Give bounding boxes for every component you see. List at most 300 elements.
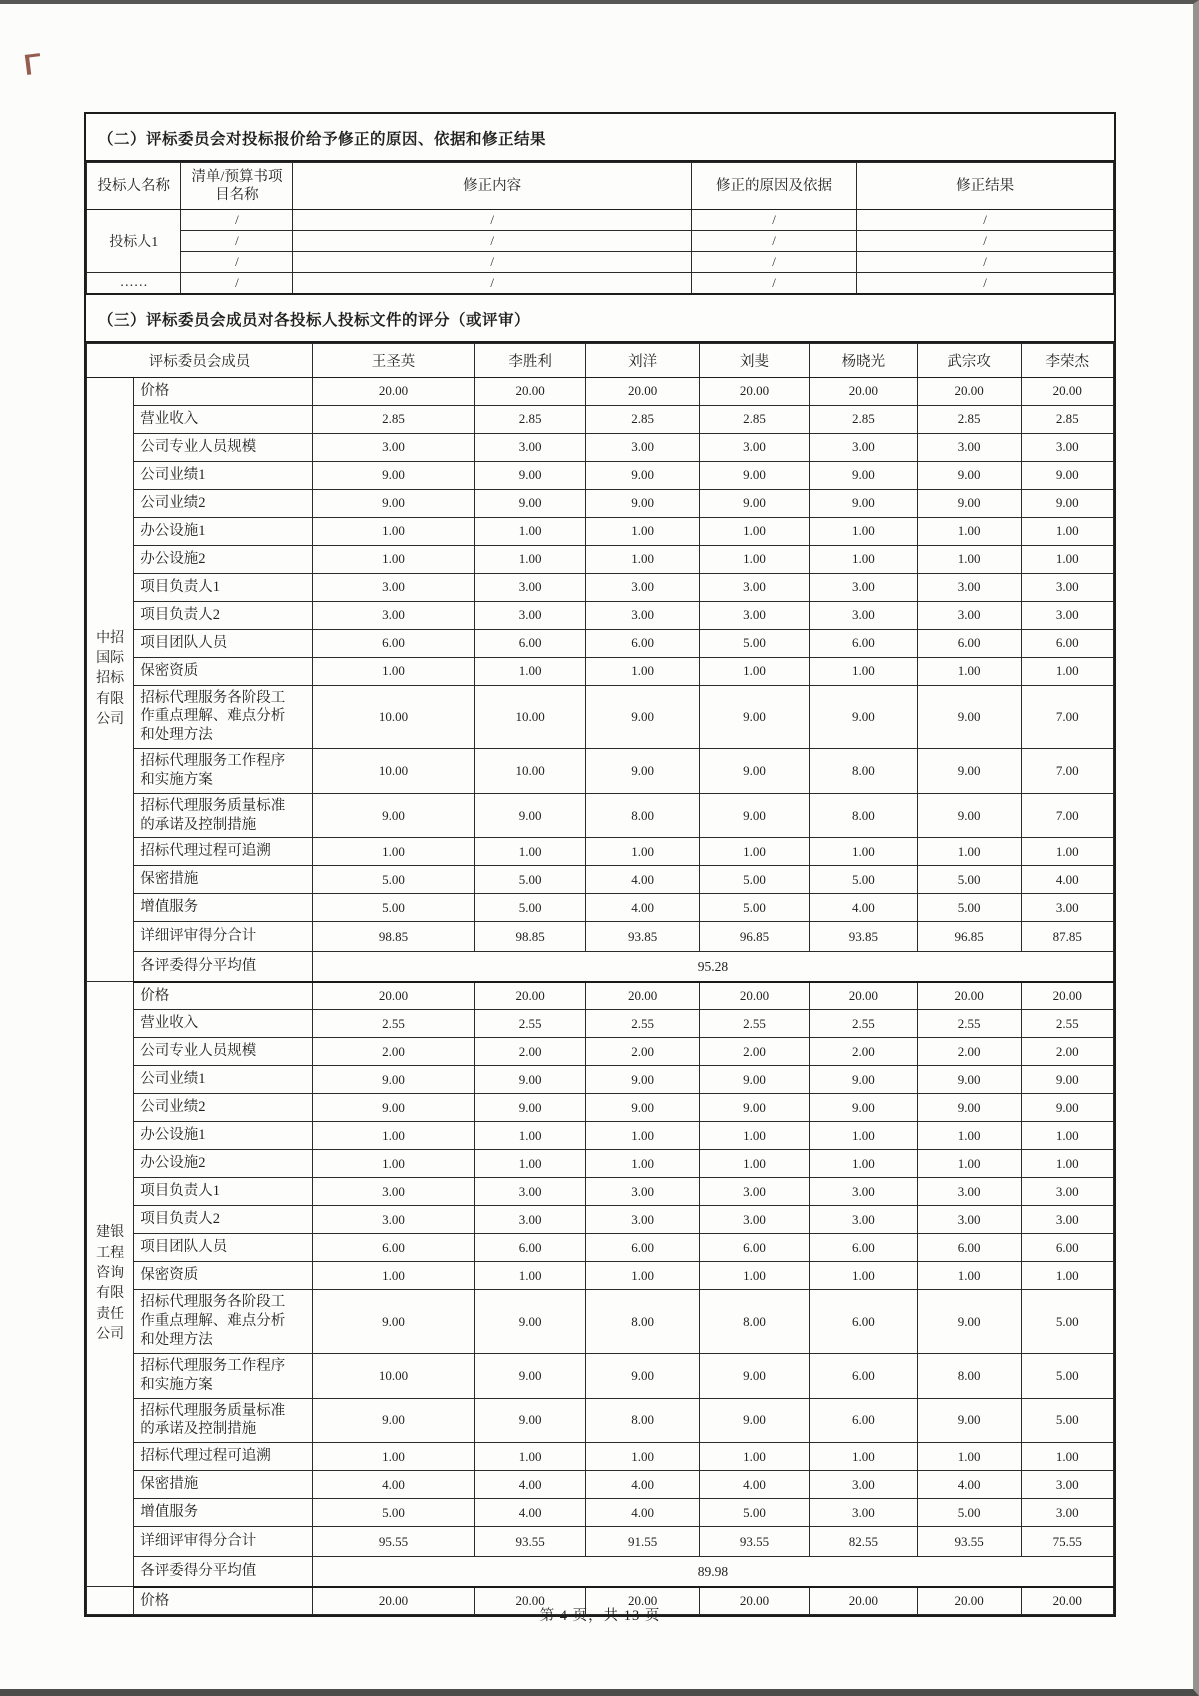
score-value: 1.00 <box>1021 1150 1114 1178</box>
score-value: 1.00 <box>312 1262 474 1290</box>
score-row <box>87 377 1114 405</box>
correction-row <box>87 210 1114 231</box>
score-row <box>87 1353 1114 1398</box>
score-value: 20.00 <box>917 982 1021 1010</box>
score-value: 4.00 <box>475 1499 586 1527</box>
correction-value: / <box>293 252 691 273</box>
score-value: 9.00 <box>312 793 474 838</box>
score-value: 1.00 <box>1021 545 1114 573</box>
criteria-label: 公司业绩2 <box>134 489 313 517</box>
score-value: 3.00 <box>700 1178 810 1206</box>
score-value: 2.85 <box>312 405 474 433</box>
criteria-label: 招标代理服务工作程序和实施方案 <box>134 749 313 794</box>
score-value: 9.00 <box>586 1094 700 1122</box>
score-value: 3.00 <box>312 1206 474 1234</box>
criteria-label: 招标代理过程可追溯 <box>134 838 313 866</box>
total-label: 详细评审得分合计 <box>134 1527 313 1557</box>
score-value: 1.00 <box>917 838 1021 866</box>
correction-value: / <box>293 231 691 252</box>
score-value: 2.55 <box>917 1010 1021 1038</box>
score-value: 3.00 <box>586 573 700 601</box>
score-value: 2.00 <box>700 1038 810 1066</box>
score-value: 1.00 <box>312 1150 474 1178</box>
score-value: 1.00 <box>586 545 700 573</box>
score-value: 9.00 <box>917 1094 1021 1122</box>
score-value: 1.00 <box>1021 1122 1114 1150</box>
total-value: 96.85 <box>917 922 1021 952</box>
score-value: 4.00 <box>700 1471 810 1499</box>
score-value: 7.00 <box>1021 685 1114 749</box>
score-value: 5.00 <box>917 866 1021 894</box>
score-value: 9.00 <box>917 489 1021 517</box>
score-value: 6.00 <box>475 629 586 657</box>
score-value: 4.00 <box>809 894 917 922</box>
score-value: 9.00 <box>700 1066 810 1094</box>
score-value: 3.00 <box>586 1206 700 1234</box>
score-value: 20.00 <box>700 1587 810 1615</box>
score-value: 1.00 <box>917 1443 1021 1471</box>
criteria-label: 增值服务 <box>134 894 313 922</box>
score-value: 8.00 <box>809 749 917 794</box>
score-value: 10.00 <box>312 749 474 794</box>
total-value: 96.85 <box>700 922 810 952</box>
score-value: 20.00 <box>475 982 586 1010</box>
score-value: 3.00 <box>917 601 1021 629</box>
score-row <box>87 489 1114 517</box>
score-value: 6.00 <box>809 1290 917 1354</box>
score-value: 6.00 <box>809 629 917 657</box>
score-row <box>87 1499 1114 1527</box>
score-value: 20.00 <box>312 982 474 1010</box>
score-value: 8.00 <box>809 793 917 838</box>
price-correction-table <box>86 162 1114 295</box>
score-value: 2.85 <box>1021 405 1114 433</box>
score-value: 2.85 <box>700 405 810 433</box>
score-row <box>87 982 1114 1010</box>
correction-value: / <box>181 210 293 231</box>
score-value: 5.00 <box>312 866 474 894</box>
score-value: 9.00 <box>1021 1066 1114 1094</box>
score-value: 9.00 <box>1021 1094 1114 1122</box>
score-value: 9.00 <box>475 1066 586 1094</box>
col-evaluator-5: 杨晓光 <box>809 343 917 377</box>
score-value: 1.00 <box>586 1443 700 1471</box>
score-value: 9.00 <box>475 1353 586 1398</box>
score-value: 1.00 <box>586 657 700 685</box>
score-value: 3.00 <box>1021 573 1114 601</box>
correction-value: / <box>181 273 293 294</box>
score-value: 3.00 <box>475 601 586 629</box>
score-row <box>87 838 1114 866</box>
correction-value: / <box>181 231 293 252</box>
score-value: 3.00 <box>1021 601 1114 629</box>
criteria-label: 招标代理服务工作程序和实施方案 <box>134 1353 313 1398</box>
score-value: 9.00 <box>475 1094 586 1122</box>
score-value: 9.00 <box>586 1066 700 1094</box>
company-name: 中招 国际 招标 有限 公司 <box>87 377 134 982</box>
score-value: 9.00 <box>586 749 700 794</box>
average-label: 各评委得分平均值 <box>134 1557 313 1587</box>
score-value: 3.00 <box>809 1178 917 1206</box>
criteria-label: 增值服务 <box>134 1499 313 1527</box>
score-value: 9.00 <box>475 461 586 489</box>
score-value: 1.00 <box>475 1122 586 1150</box>
score-value: 5.00 <box>475 894 586 922</box>
score-value: 1.00 <box>586 1122 700 1150</box>
score-value: 9.00 <box>475 489 586 517</box>
correction-value: / <box>691 252 856 273</box>
score-value: 2.55 <box>475 1010 586 1038</box>
col-evaluator-1: 王圣英 <box>312 343 474 377</box>
score-row <box>87 1234 1114 1262</box>
score-value: 4.00 <box>917 1471 1021 1499</box>
score-value: 1.00 <box>475 545 586 573</box>
score-value: 9.00 <box>1021 489 1114 517</box>
criteria-label: 价格 <box>134 982 313 1010</box>
correction-value: / <box>691 231 856 252</box>
col-item-name: 清单/预算书项目名称 <box>181 163 293 210</box>
score-value: 3.00 <box>312 433 474 461</box>
section3-title: （三）评标委员会成员对各投标人投标文件的评分（或评审） <box>86 295 1114 343</box>
correction-header-row <box>87 163 1114 210</box>
score-value: 2.00 <box>312 1038 474 1066</box>
score-value: 1.00 <box>312 517 474 545</box>
score-value: 1.00 <box>312 1443 474 1471</box>
correction-value: / <box>857 252 1114 273</box>
score-value: 5.00 <box>700 894 810 922</box>
criteria-label: 招标代理服务各阶段工作重点理解、难点分析和处理方法 <box>134 685 313 749</box>
col-evaluator-4: 刘斐 <box>700 343 810 377</box>
bidder-name: 投标人1 <box>87 210 181 273</box>
score-value: 5.00 <box>809 866 917 894</box>
score-value: 9.00 <box>312 1290 474 1354</box>
criteria-label: 办公设施1 <box>134 517 313 545</box>
col-evaluator-2: 李胜利 <box>475 343 586 377</box>
criteria-label: 招标代理过程可追溯 <box>134 1443 313 1471</box>
score-value: 2.55 <box>312 1010 474 1038</box>
score-row <box>87 1066 1114 1094</box>
score-table <box>86 343 1114 1616</box>
score-value: 4.00 <box>475 1471 586 1499</box>
score-value: 9.00 <box>586 489 700 517</box>
score-value: 3.00 <box>809 573 917 601</box>
criteria-label: 保密资质 <box>134 657 313 685</box>
criteria-label: 项目团队人员 <box>134 629 313 657</box>
score-value: 3.00 <box>809 601 917 629</box>
score-value: 9.00 <box>917 749 1021 794</box>
total-row <box>87 1527 1114 1557</box>
criteria-label: 招标代理服务质量标准的承诺及控制措施 <box>134 793 313 838</box>
score-value: 2.85 <box>475 405 586 433</box>
average-row <box>87 952 1114 982</box>
score-value: 9.00 <box>700 489 810 517</box>
score-value: 1.00 <box>1021 657 1114 685</box>
score-value: 3.00 <box>700 1206 810 1234</box>
score-value: 9.00 <box>809 1094 917 1122</box>
score-value: 1.00 <box>809 657 917 685</box>
score-value: 20.00 <box>475 1587 586 1615</box>
score-value: 6.00 <box>586 1234 700 1262</box>
score-value: 9.00 <box>917 793 1021 838</box>
score-value: 9.00 <box>809 685 917 749</box>
score-row <box>87 601 1114 629</box>
score-value: 9.00 <box>475 793 586 838</box>
score-value: 9.00 <box>700 793 810 838</box>
score-value: 3.00 <box>586 433 700 461</box>
score-row <box>87 894 1114 922</box>
score-value: 6.00 <box>586 629 700 657</box>
correction-value: / <box>691 273 856 294</box>
score-value: 9.00 <box>475 1290 586 1354</box>
score-value: 9.00 <box>312 1094 474 1122</box>
total-value: 93.55 <box>475 1527 586 1557</box>
score-value: 1.00 <box>1021 1443 1114 1471</box>
score-value: 2.00 <box>809 1038 917 1066</box>
score-value: 1.00 <box>809 1262 917 1290</box>
score-value: 3.00 <box>312 573 474 601</box>
correction-value: / <box>857 231 1114 252</box>
total-value: 95.55 <box>312 1527 474 1557</box>
total-value: 98.85 <box>475 922 586 952</box>
scan-corner-mark <box>25 53 42 75</box>
correction-value: / <box>857 210 1114 231</box>
correction-value: / <box>293 273 691 294</box>
score-value: 20.00 <box>1021 377 1114 405</box>
criteria-label: 办公设施2 <box>134 545 313 573</box>
outer-table-frame <box>84 112 1116 1617</box>
score-value: 20.00 <box>809 982 917 1010</box>
total-value: 93.85 <box>809 922 917 952</box>
score-value: 6.00 <box>917 629 1021 657</box>
score-value: 3.00 <box>475 1178 586 1206</box>
score-value: 4.00 <box>312 1471 474 1499</box>
score-value: 1.00 <box>475 1262 586 1290</box>
score-value: 1.00 <box>1021 1262 1114 1290</box>
score-value: 6.00 <box>700 1234 810 1262</box>
score-value: 5.00 <box>700 1499 810 1527</box>
col-committee-members: 评标委员会成员 <box>87 343 313 377</box>
score-row <box>87 749 1114 794</box>
score-value: 3.00 <box>1021 433 1114 461</box>
score-value: 9.00 <box>809 461 917 489</box>
score-value: 2.55 <box>809 1010 917 1038</box>
score-value: 20.00 <box>1021 982 1114 1010</box>
score-value: 7.00 <box>1021 749 1114 794</box>
col-evaluator-6: 武宗攻 <box>917 343 1021 377</box>
correction-value: / <box>293 210 691 231</box>
score-value: 1.00 <box>809 1150 917 1178</box>
score-value: 1.00 <box>700 1150 810 1178</box>
score-row <box>87 1122 1114 1150</box>
score-value: 9.00 <box>312 1066 474 1094</box>
score-value: 4.00 <box>586 1499 700 1527</box>
correction-row <box>87 231 1114 252</box>
score-value: 1.00 <box>700 517 810 545</box>
score-value: 20.00 <box>1021 1587 1114 1615</box>
criteria-label: 公司业绩1 <box>134 461 313 489</box>
score-row <box>87 573 1114 601</box>
score-value: 10.00 <box>475 685 586 749</box>
score-value: 9.00 <box>809 1066 917 1094</box>
criteria-label: 营业收入 <box>134 405 313 433</box>
score-row <box>87 793 1114 838</box>
score-value: 1.00 <box>475 1443 586 1471</box>
score-value: 6.00 <box>809 1234 917 1262</box>
company-name: 建银 工程 咨询 有限 责任 公司 <box>87 982 134 1587</box>
correction-row <box>87 273 1114 294</box>
score-value: 4.00 <box>586 1471 700 1499</box>
score-value: 6.00 <box>809 1398 917 1443</box>
score-value: 1.00 <box>809 838 917 866</box>
score-value: 20.00 <box>586 982 700 1010</box>
score-row <box>87 461 1114 489</box>
criteria-label: 公司专业人员规模 <box>134 1038 313 1066</box>
correction-value: / <box>181 252 293 273</box>
score-value: 20.00 <box>809 377 917 405</box>
score-value: 1.00 <box>700 1443 810 1471</box>
criteria-label: 营业收入 <box>134 1010 313 1038</box>
score-value: 9.00 <box>917 1398 1021 1443</box>
score-value: 3.00 <box>700 573 810 601</box>
score-value: 2.55 <box>1021 1010 1114 1038</box>
score-row <box>87 1178 1114 1206</box>
score-value: 3.00 <box>809 433 917 461</box>
score-value: 9.00 <box>475 1398 586 1443</box>
average-value: 89.98 <box>312 1557 1113 1587</box>
score-value: 9.00 <box>700 1094 810 1122</box>
score-value: 2.85 <box>917 405 1021 433</box>
col-correction-result: 修正结果 <box>857 163 1114 210</box>
criteria-label: 保密措施 <box>134 1471 313 1499</box>
criteria-label: 保密资质 <box>134 1262 313 1290</box>
score-value: 1.00 <box>475 657 586 685</box>
score-value: 1.00 <box>312 838 474 866</box>
score-value: 3.00 <box>809 1471 917 1499</box>
correction-row <box>87 252 1114 273</box>
score-value: 1.00 <box>586 1150 700 1178</box>
criteria-label: 项目负责人2 <box>134 601 313 629</box>
score-value: 2.55 <box>586 1010 700 1038</box>
score-value: 5.00 <box>1021 1398 1114 1443</box>
score-row <box>87 1206 1114 1234</box>
criteria-label: 项目负责人1 <box>134 573 313 601</box>
col-evaluator-7: 李荣杰 <box>1021 343 1114 377</box>
score-value: 20.00 <box>700 377 810 405</box>
score-value: 1.00 <box>917 657 1021 685</box>
page-number: 第 4 页，共 13 页 <box>539 1608 661 1624</box>
score-value: 5.00 <box>312 1499 474 1527</box>
score-value: 6.00 <box>809 1353 917 1398</box>
score-value: 1.00 <box>917 1122 1021 1150</box>
score-row <box>87 1150 1114 1178</box>
score-value: 3.00 <box>1021 1471 1114 1499</box>
correction-value: / <box>857 273 1114 294</box>
score-value: 3.00 <box>586 1178 700 1206</box>
score-value: 9.00 <box>586 685 700 749</box>
score-value: 3.00 <box>1021 1206 1114 1234</box>
score-value: 20.00 <box>586 377 700 405</box>
score-value: 3.00 <box>1021 1178 1114 1206</box>
criteria-label: 公司业绩2 <box>134 1094 313 1122</box>
score-row <box>87 657 1114 685</box>
total-value: 75.55 <box>1021 1527 1114 1557</box>
score-value: 4.00 <box>1021 866 1114 894</box>
score-value: 3.00 <box>917 573 1021 601</box>
score-value: 2.00 <box>917 1038 1021 1066</box>
score-value: 9.00 <box>917 1290 1021 1354</box>
score-value: 2.00 <box>475 1038 586 1066</box>
score-value: 6.00 <box>475 1234 586 1262</box>
score-value: 3.00 <box>475 433 586 461</box>
score-value: 3.00 <box>809 1499 917 1527</box>
total-value: 98.85 <box>312 922 474 952</box>
correction-value: / <box>691 210 856 231</box>
score-value: 2.85 <box>809 405 917 433</box>
score-value: 5.00 <box>917 894 1021 922</box>
score-value: 8.00 <box>586 793 700 838</box>
total-value: 87.85 <box>1021 922 1114 952</box>
score-row <box>87 1262 1114 1290</box>
criteria-label: 办公设施2 <box>134 1150 313 1178</box>
score-row <box>87 1443 1114 1471</box>
total-value: 82.55 <box>809 1527 917 1557</box>
score-value: 5.00 <box>700 629 810 657</box>
score-row <box>87 1038 1114 1066</box>
section2-title: （二）评标委员会对投标报价给予修正的原因、依据和修正结果 <box>86 114 1114 162</box>
score-value: 1.00 <box>700 1122 810 1150</box>
score-value: 6.00 <box>1021 629 1114 657</box>
score-value: 2.00 <box>1021 1038 1114 1066</box>
total-value: 93.85 <box>586 922 700 952</box>
score-value: 8.00 <box>700 1290 810 1354</box>
score-value: 20.00 <box>917 377 1021 405</box>
score-value: 3.00 <box>700 433 810 461</box>
score-value: 9.00 <box>917 685 1021 749</box>
score-value: 1.00 <box>917 545 1021 573</box>
score-value: 1.00 <box>809 1443 917 1471</box>
col-correction-reason: 修正的原因及依据 <box>691 163 856 210</box>
score-row <box>87 517 1114 545</box>
score-value: 9.00 <box>700 749 810 794</box>
score-value: 5.00 <box>917 1499 1021 1527</box>
score-value: 1.00 <box>586 1262 700 1290</box>
score-value: 9.00 <box>586 461 700 489</box>
score-value: 10.00 <box>475 749 586 794</box>
average-label: 各评委得分平均值 <box>134 952 313 982</box>
score-value: 3.00 <box>917 433 1021 461</box>
score-value: 1.00 <box>475 838 586 866</box>
score-value: 7.00 <box>1021 793 1114 838</box>
score-value: 20.00 <box>312 377 474 405</box>
average-value: 95.28 <box>312 952 1113 982</box>
score-value: 3.00 <box>1021 1499 1114 1527</box>
total-value: 93.55 <box>700 1527 810 1557</box>
score-value: 1.00 <box>312 545 474 573</box>
evaluators-header-row <box>87 343 1114 377</box>
score-row <box>87 866 1114 894</box>
score-row <box>87 545 1114 573</box>
criteria-label: 公司专业人员规模 <box>134 433 313 461</box>
document-body <box>84 112 1116 1617</box>
score-value: 9.00 <box>700 685 810 749</box>
criteria-label: 招标代理服务各阶段工作重点理解、难点分析和处理方法 <box>134 1290 313 1354</box>
score-value: 1.00 <box>809 545 917 573</box>
score-value: 5.00 <box>700 866 810 894</box>
score-value: 10.00 <box>312 1353 474 1398</box>
score-value: 9.00 <box>586 1353 700 1398</box>
score-value: 3.00 <box>809 1206 917 1234</box>
criteria-label: 公司业绩1 <box>134 1066 313 1094</box>
